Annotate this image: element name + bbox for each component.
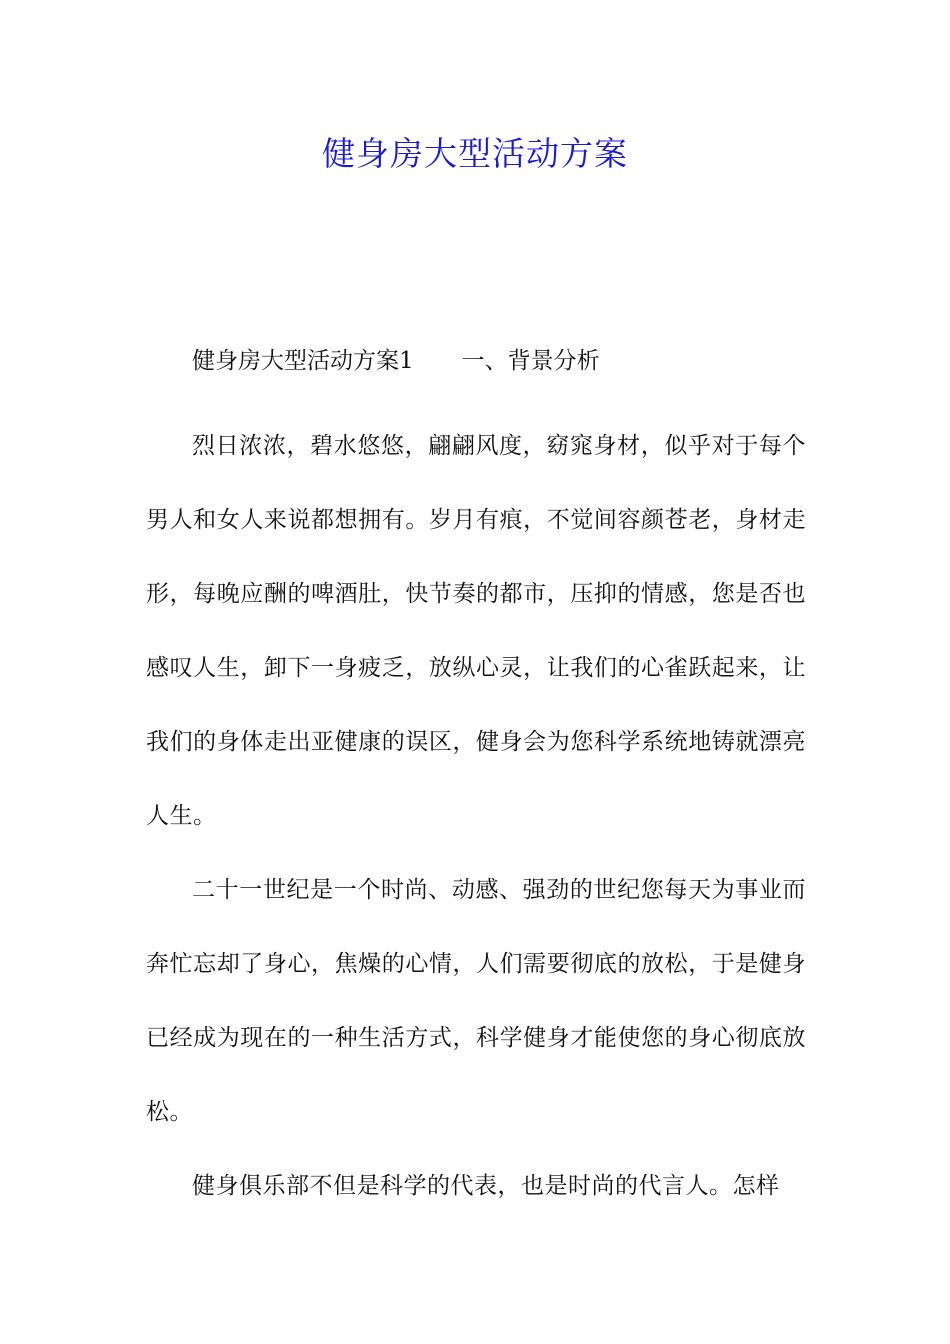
section-heading: 健身房大型活动方案1	[192, 348, 414, 374]
paragraph: 烈日浓浓，碧水悠悠，翩翩风度，窈窕身材，似乎对于每个男人和女人来说都想拥有。岁月有痕，不觉间容颜苍老，身材走形，每晚应酬的啤酒肚，快节奏的都市，压抑的情感，您是否也感叹人生，卸下一身疲乏，放纵心灵，让我们的心雀跃起来，让我们的身体走出亚健康的误区，健身会为您科学系统地铸就漂亮人生。	[146, 433, 806, 829]
subheading: 一、背景分析	[461, 348, 600, 374]
paragraph: 二十一世纪是一个时尚、动感、强劲的世纪您每天为事业而奔忙忘却了身心，焦燥的心情，人们需要彻底的放松，于是健身已经成为现在的一种生活方式，科学健身才能使您的身心彻底放松。	[146, 877, 806, 1125]
document-title: 健身房大型活动方案	[322, 134, 628, 173]
section-heading-line	[146, 335, 806, 387]
document-body	[146, 335, 806, 1223]
paragraph: 健身俱乐部不但是科学的代表，也是时尚的代言人。怎样	[192, 1173, 780, 1199]
